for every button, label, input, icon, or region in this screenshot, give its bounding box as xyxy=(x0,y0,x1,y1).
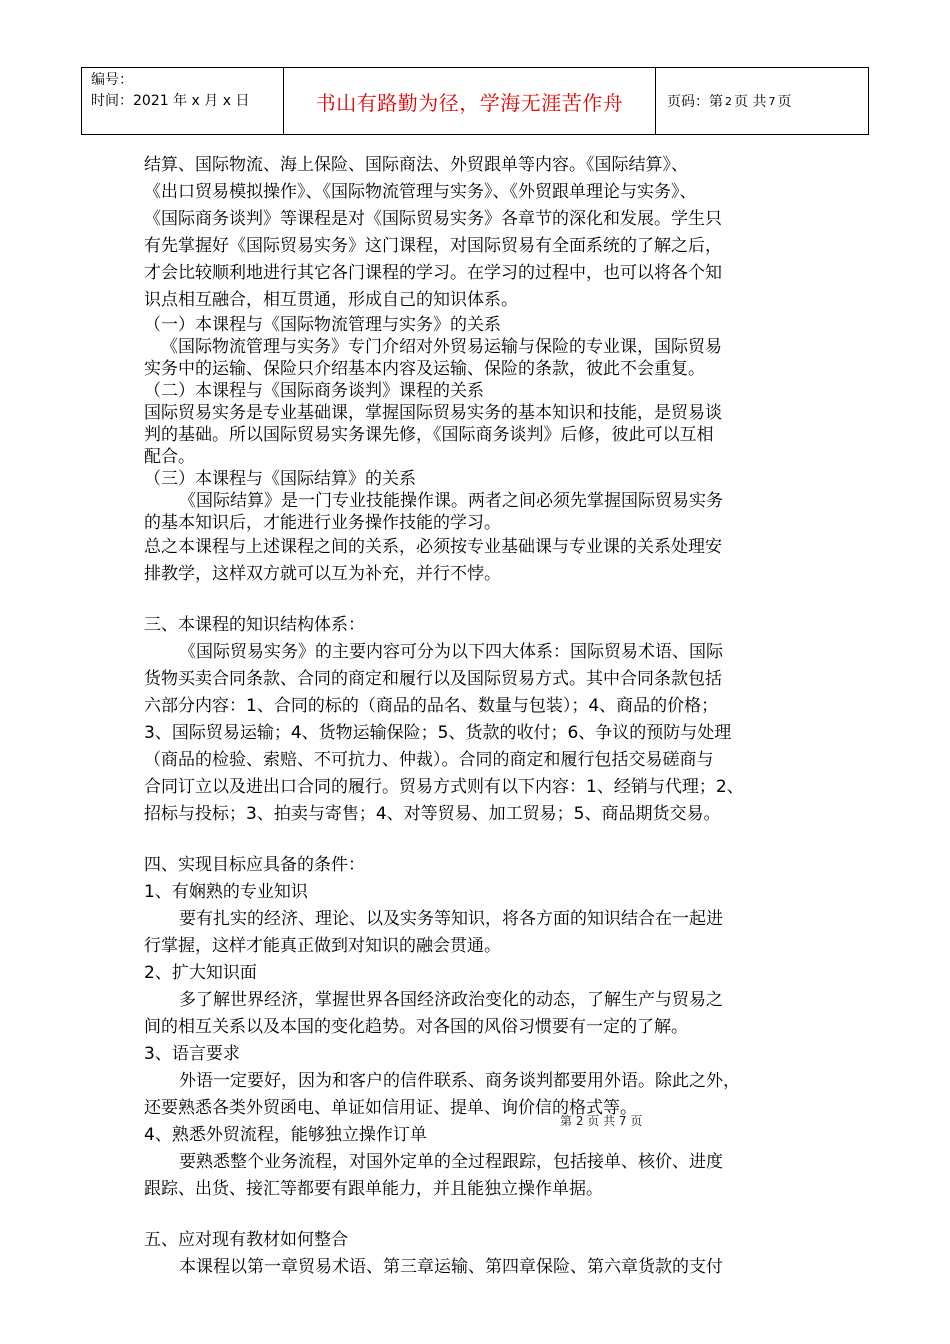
page-total: 7 xyxy=(768,94,776,108)
text-line: 行掌握，这样才能真正做到对知识的融会贯通。 xyxy=(144,936,501,956)
text-line: 六部分内容：1、合同的标的（商品的品名、数量与包装）；4、商品的价格； xyxy=(144,696,719,716)
text-line: 间的相互关系以及本国的变化趋势。对各国的风俗习惯要有一定的了解。 xyxy=(144,1017,688,1037)
text-line: 判的基础。所以国际贸易实务课先修，《国际商务谈判》后修，彼此可以互相 xyxy=(144,425,714,445)
section-heading: 四、实现目标应具备的条件： xyxy=(144,855,365,875)
text-line: 有先掌握好《国际贸易实务》这门课程，对国际贸易有全面系统的了解之后， xyxy=(144,236,722,256)
text-line: 结算、国际物流、海上保险、国际商法、外贸跟单等内容。《国际结算》、 xyxy=(144,155,688,175)
section-heading: 三、本课程的知识结构体系： xyxy=(144,615,365,635)
subsection-heading: （一）本课程与《国际物流管理与实务》的关系 xyxy=(144,315,501,335)
header-table xyxy=(81,67,869,135)
text-line: 多了解世界经济，掌握世界各国经济政治变化的动态，了解生产与贸易之 xyxy=(179,990,723,1010)
subsection-heading: 2、扩大知识面 xyxy=(144,963,257,983)
text-line: 要有扎实的经济、理论、以及实务等知识，将各方面的知识结合在一起进 xyxy=(179,909,723,929)
text-line: 还要熟悉各类外贸函电、单证如信用证、提单、询价信的格式等。 xyxy=(144,1098,637,1118)
page-prefix: 页码：第 xyxy=(667,94,723,110)
text-line: 《国际贸易实务》的主要内容可分为以下四大体系：国际贸易术语、国际 xyxy=(179,642,723,662)
text-line: 外语一定要好，因为和客户的信件联系、商务谈判都要用外语。除此之外， xyxy=(179,1071,740,1091)
text-line: 排教学，这样双方就可以互为补充，并行不悖。 xyxy=(144,564,501,584)
subsection-heading: （三）本课程与《国际结算》的关系 xyxy=(144,469,416,489)
text-line: 实务中的运输、保险只介绍基本内容及运输、保险的条款，彼此不会重复。 xyxy=(144,359,705,379)
text-line: 要熟悉整个业务流程，对国外定单的全过程跟踪，包括接单、核价、进度 xyxy=(179,1152,723,1172)
text-line: 合同订立以及进出口合同的履行。贸易方式则有以下内容：1、经销与代理；2、 xyxy=(144,777,744,797)
page-footer-mark: 第 2 页 共 7 页 xyxy=(560,1114,643,1128)
text-line: 货物买卖合同条款、合同的商定和履行以及国际贸易方式。其中合同条款包括 xyxy=(144,669,722,689)
text-line: 总之本课程与上述课程之间的关系，必须按专业基础课与专业课的关系处理安 xyxy=(144,537,722,557)
header-page-info xyxy=(656,68,868,134)
text-line: 本课程以第一章贸易术语、第三章运输、第四章保险、第六章货款的支付 xyxy=(179,1257,723,1277)
text-line: 《国际结算》是一门专业技能操作课。两者之间必须先掌握国际贸易实务 xyxy=(179,491,723,511)
document-body xyxy=(144,152,824,1281)
page-suffix: 页 xyxy=(777,94,792,110)
text-line: 配合。 xyxy=(144,447,195,467)
text-line: 才会比较顺利地进行其它各门课程的学习。在学习的过程中，也可以将各个知 xyxy=(144,263,722,283)
text-line: （商品的检验、索赔、不可抗力、仲裁）。合同的商定和履行包括交易磋商与 xyxy=(144,750,714,770)
text-line: 国际贸易实务是专业基础课，掌握国际贸易实务的基本知识和技能，是贸易谈 xyxy=(144,403,722,423)
text-line: 3、国际贸易运输；4、货物运输保险；5、货款的收付；6、争议的预防与处理 xyxy=(144,723,732,743)
subsection-heading: （二）本课程与《国际商务谈判》课程的关系 xyxy=(144,381,484,401)
header-meta-cell xyxy=(82,68,284,134)
page-current: 2 xyxy=(725,94,732,108)
subsection-heading: 4、熟悉外贸流程，能够独立操作订单 xyxy=(144,1125,427,1145)
subsection-heading: 1、有娴熟的专业知识 xyxy=(144,882,308,902)
text-line: 《国际物流管理与实务》专门介绍对外贸易运输与保险的专业课，国际贸易 xyxy=(161,337,722,357)
text-line: 识点相互融合，相互贯通，形成自己的知识体系。 xyxy=(144,290,518,310)
text-line: 跟踪、出货、接汇等都要有跟单能力，并且能独立操作单据。 xyxy=(144,1179,603,1199)
text-line: 《国际商务谈判》等课程是对《国际贸易实务》各章节的深化和发展。学生只 xyxy=(144,209,722,229)
page-middle: 页 共 xyxy=(734,94,767,110)
section-heading: 五、应对现有教材如何整合 xyxy=(144,1230,348,1250)
header-motto: 书山有路勤为径，学海无涯苦作舟 xyxy=(284,68,656,134)
text-line: 招标与投标；3、拍卖与寄售；4、对等贸易、加工贸易；5、商品期货交易。 xyxy=(144,804,721,824)
document-number-label: 编号： xyxy=(91,72,133,88)
text-line: 的基本知识后，才能进行业务操作技能的学习。 xyxy=(144,513,501,533)
text-line: 《出口贸易模拟操作》、《国际物流管理与实务》、《外贸跟单理论与实务》、 xyxy=(144,182,697,202)
subsection-heading: 3、语言要求 xyxy=(144,1044,240,1064)
document-time-label: 时间：2021 年 x 月 x 日 xyxy=(91,93,250,109)
